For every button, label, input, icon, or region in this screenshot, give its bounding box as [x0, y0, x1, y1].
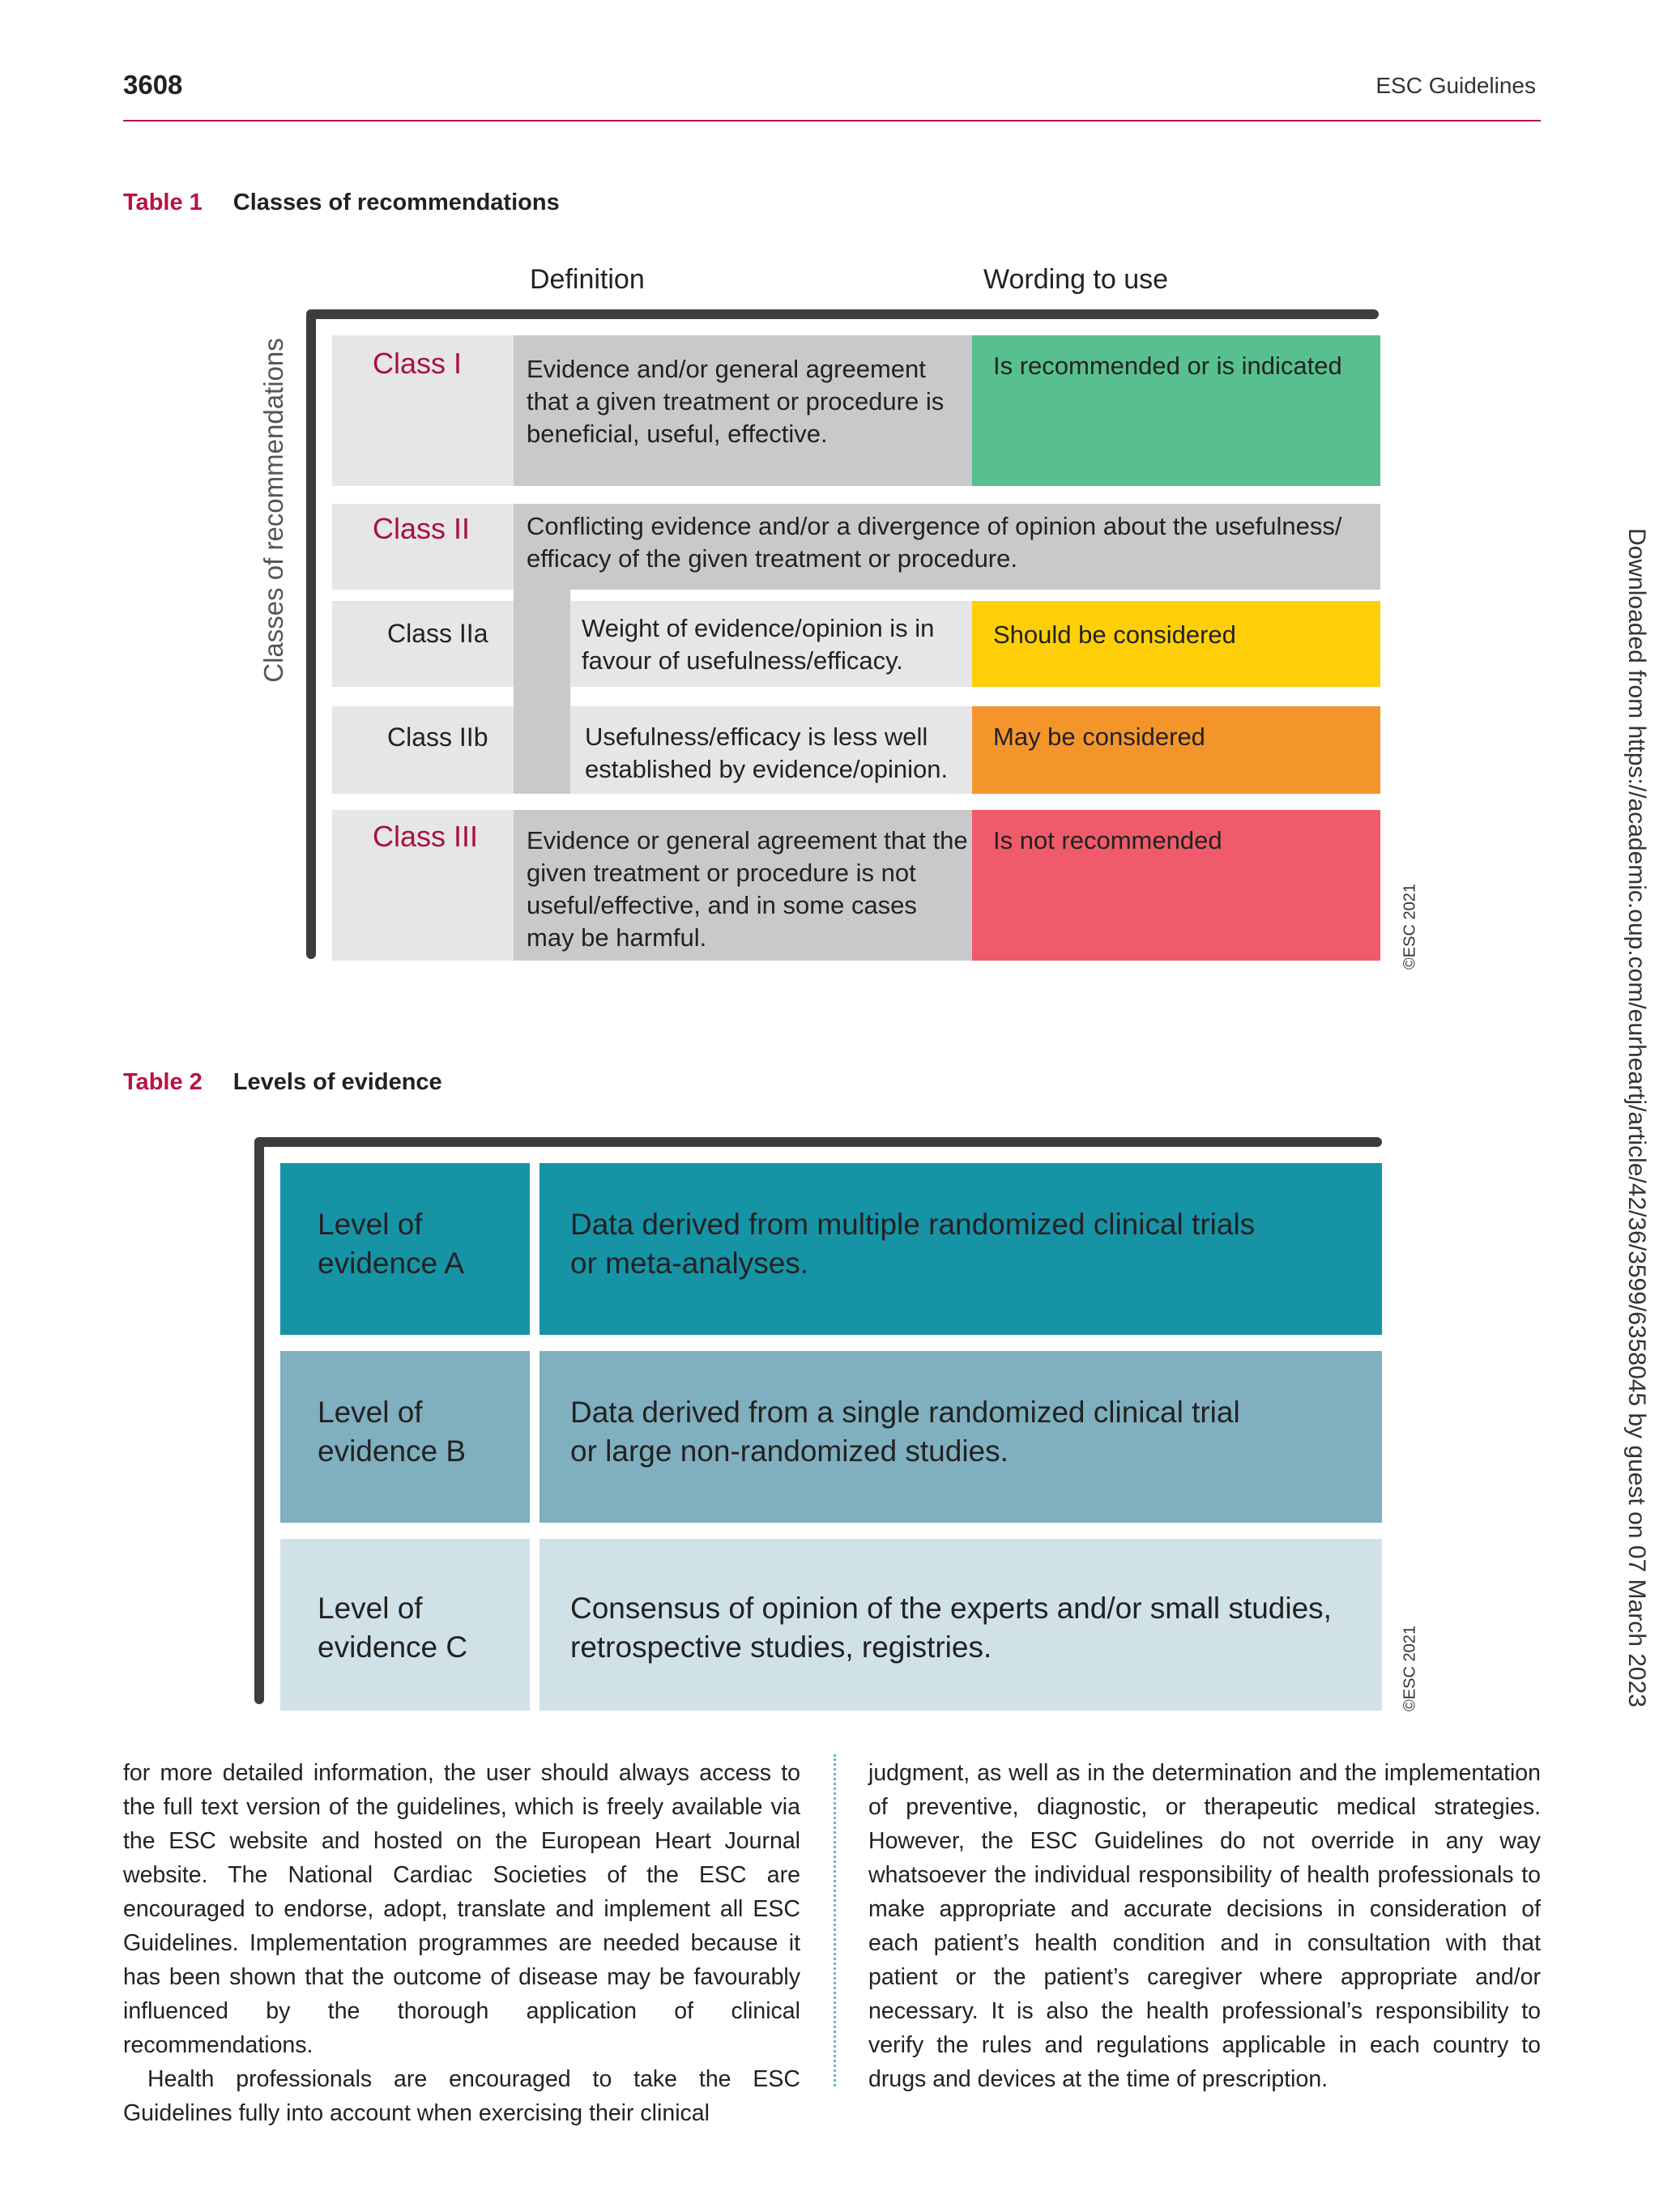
- table1-caption: [123, 190, 560, 216]
- level-b-label-line1: Level of: [318, 1396, 423, 1429]
- level-c-label-cell: [280, 1539, 530, 1711]
- class2-label-cell: [332, 504, 514, 590]
- class1-label: Class I: [373, 347, 463, 380]
- table2-caption-number: Table 2: [123, 1069, 203, 1095]
- table2-caption-title: Levels of evidence: [232, 1069, 442, 1095]
- level-a-description: Data derived from multiple randomized clinical trials or meta-analyses.: [570, 1208, 1256, 1280]
- class1-wording: Is recommended or is indicated: [993, 352, 1342, 380]
- class2a-definition: Weight of evidence/opinion is in favour of usefulness/efficacy.: [582, 614, 935, 675]
- page-number: 3608: [123, 70, 183, 100]
- class2b-definition: Usefulness/efficacy is less well established by evidence/opinion.: [585, 722, 949, 783]
- class1-definition: Evidence and/or general agreement that a given treatment or procedure is beneficial, useful, effective.: [527, 355, 945, 448]
- class3-wording: Is not recommended: [993, 826, 1222, 855]
- level-c-label-line2: evidence C: [318, 1630, 468, 1664]
- table1-frame-top: [306, 309, 1379, 319]
- download-side-note: Downloaded from https://academic.oup.com/eurheartj/article/42/36/3599/6358045 by guest on 07 March 2023: [1623, 528, 1650, 1707]
- class3-label: Class III: [373, 820, 479, 853]
- class2-definition-cell: [514, 504, 1380, 590]
- class2a-label: Class IIa: [387, 619, 488, 648]
- table1-caption-title: Classes of recommendations: [232, 190, 560, 215]
- class2a-wording: Should be considered: [993, 620, 1236, 649]
- level-a-label-line2: evidence A: [318, 1247, 465, 1280]
- table2-caption: [123, 1069, 442, 1096]
- body-left-paragraph-1: for more detailed information, the user should always access to the full text version of the guidelines, which is freely available via the ESC website and hosted on the European Heart Journal website. The National Cardiac Societies of the ESC are encouraged to endorse, adopt, translate and implement all ESC Guidelines. Implementation programmes are needed because it has been shown that the outcome of disease may be favourably influenced by the thorough application of clinical recommendations.: [123, 1760, 800, 2058]
- level-a-description-cell: [539, 1163, 1382, 1335]
- table1-column-definition: Definition: [530, 264, 645, 295]
- running-head: ESC Guidelines: [1375, 73, 1536, 98]
- class2b-definition-cell: [570, 706, 972, 794]
- body-right-column: [868, 1756, 1541, 2096]
- table1-copyright: ©ESC 2021: [1401, 884, 1419, 970]
- level-a-label-cell: [280, 1163, 530, 1335]
- table1-frame-left: [306, 309, 316, 959]
- class2-bracket: [514, 590, 570, 794]
- table2-frame-top: [254, 1137, 1382, 1147]
- class1-definition-cell: [514, 335, 972, 486]
- table1-column-wording: Wording to use: [983, 264, 1169, 295]
- level-b-description-cell: [539, 1351, 1382, 1523]
- class2a-label-cell: [332, 601, 514, 687]
- level-c-label-line1: Level of: [318, 1592, 423, 1625]
- class2b-label: Class IIb: [387, 722, 488, 752]
- level-b-label-cell: [280, 1351, 530, 1523]
- level-c-description-cell: [539, 1539, 1382, 1711]
- body-left-column: [123, 1756, 800, 2130]
- body-left-paragraph-2: Health professionals are encouraged to take the ESC Guidelines fully into account when exercising their clinical: [123, 2066, 800, 2126]
- level-b-label-line2: evidence B: [318, 1434, 467, 1468]
- class3-definition-cell: [514, 810, 972, 961]
- table2-frame-left: [254, 1137, 264, 1704]
- level-a-label-line1: Level of: [318, 1208, 423, 1241]
- class2-definition: Conflicting evidence and/or a divergence of opinion about the usefulness/ efficacy of the given treatment or procedure.: [527, 512, 1342, 573]
- class2a-wording-cell: [972, 601, 1380, 687]
- class3-label-cell: [332, 810, 514, 961]
- table2-copyright: ©ESC 2021: [1401, 1626, 1419, 1711]
- class2a-definition-cell: [570, 601, 972, 687]
- class2b-wording: May be considered: [993, 722, 1205, 751]
- body-right-paragraph-1: judgment, as well as in the determination and the implementation of preventive, diagnostic, or therapeutic medical strategies. However, the ESC Guidelines do not override in any way whatsoever the individual responsibility of health professionals to make appropriate and accurate decisions in consideration of each patient’s health condition and in consultation with that patient or the patient’s caregiver where appropriate and/or necessary. It is also the health professional’s responsibility to verify the rules and regulations applicable in each country to drugs and devices at the time of prescription.: [868, 1760, 1541, 2092]
- header-rule: [123, 120, 1541, 121]
- class2b-wording-cell: [972, 706, 1380, 794]
- class2-label: Class II: [373, 512, 471, 545]
- level-b-description: Data derived from a single randomized clinical trial or large non-randomized studies.: [570, 1396, 1240, 1468]
- level-c-description: Consensus of opinion of the experts and/or small studies, retrospective studies, registries.: [570, 1592, 1332, 1664]
- class3-wording-cell: [972, 810, 1380, 961]
- column-divider: [834, 1754, 836, 2086]
- class1-wording-cell: [972, 335, 1380, 486]
- class1-label-cell: [332, 335, 514, 486]
- class3-definition: Evidence or general agreement that the given treatment or procedure is not useful/effective, and in some cases may be harmful.: [527, 826, 968, 952]
- table1-caption-number: Table 1: [123, 190, 203, 215]
- class2b-label-cell: [332, 706, 514, 794]
- table1-axis-label: Classes of recommendations: [258, 338, 288, 683]
